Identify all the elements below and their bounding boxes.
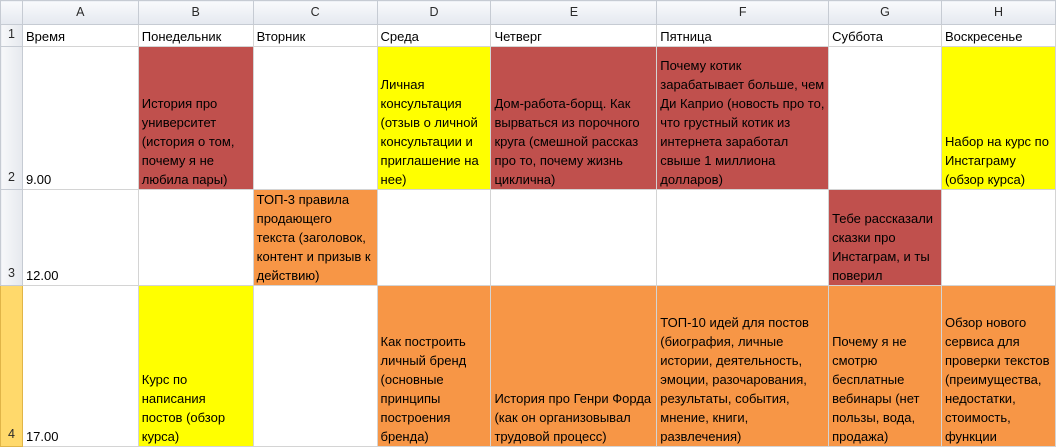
cell-e1[interactable]: Четверг [491, 25, 657, 47]
cell-d2[interactable]: Личная консультация (отзыв о личной консультации и приглашение на нее) [377, 47, 491, 190]
cell-h3[interactable] [941, 190, 1055, 286]
cell-e3[interactable] [491, 190, 657, 286]
cell-c1[interactable]: Вторник [253, 25, 377, 47]
cell-a4[interactable]: 17.00 [22, 286, 138, 447]
cell-h4[interactable]: Обзор нового сервиса для проверки текстов (преимущества, недостатки, стоимость, функции [941, 286, 1055, 447]
cell-e4[interactable]: История про Генри Форда (как он организовывал трудовой процесс) [491, 286, 657, 447]
cell-f1[interactable]: Пятница [657, 25, 829, 47]
table-row [1, 25, 1056, 47]
cell-a3[interactable]: 12.00 [22, 190, 138, 286]
column-header-c[interactable]: C [253, 1, 377, 25]
cell-c3[interactable]: ТОП-3 правила продающего текста (заголовок, контент и призыв к действию) [253, 190, 377, 286]
select-all-corner[interactable] [1, 1, 23, 25]
column-header-a[interactable]: A [22, 1, 138, 25]
column-header-g[interactable]: G [829, 1, 942, 25]
cell-b3[interactable] [138, 190, 253, 286]
cell-d4[interactable]: Как построить личный бренд (основные принципы построения бренда) [377, 286, 491, 447]
column-header-b[interactable]: B [138, 1, 253, 25]
cell-c2[interactable] [253, 47, 377, 190]
column-header-h[interactable]: H [941, 1, 1055, 25]
cell-b4[interactable]: Курс по написания постов (обзор курса) [138, 286, 253, 447]
cell-g1[interactable]: Суббота [829, 25, 942, 47]
cell-b1[interactable]: Понедельник [138, 25, 253, 47]
row-header-2[interactable]: 2 [1, 47, 23, 190]
cell-d3[interactable] [377, 190, 491, 286]
cell-f4[interactable]: ТОП-10 идей для постов (биография, личные истории, деятельность, эмоции, разочарования, результаты, события, мнение, книги, развлечения) [657, 286, 829, 447]
cell-h1[interactable]: Воскресенье [941, 25, 1055, 47]
cell-e2[interactable]: Дом-работа-борщ. Как вырваться из порочного круга (смешной рассказ про то, почему жизнь циклична) [491, 47, 657, 190]
cell-h2[interactable]: Набор на курс по Инстаграму (обзор курса) [941, 47, 1055, 190]
cell-f2[interactable]: Почему котик зарабатывает больше, чем Ди Каприо (новость про то, что грустный котик из интернета заработал свыше 1 миллиона долларов) [657, 47, 829, 190]
cell-b2[interactable]: История про университет (история о том, почему я не любила пары) [138, 47, 253, 190]
cell-c4[interactable] [253, 286, 377, 447]
cell-d1[interactable]: Среда [377, 25, 491, 47]
cell-g4[interactable]: Почему я не смотрю бесплатные вебинары (нет пользы, вода, продажа) [829, 286, 942, 447]
cell-a1[interactable]: Время [22, 25, 138, 47]
table-row [1, 286, 1056, 447]
column-header-f[interactable]: F [657, 1, 829, 25]
cell-a2[interactable]: 9.00 [22, 47, 138, 190]
column-header-e[interactable]: E [491, 1, 657, 25]
row-header-3[interactable]: 3 [1, 190, 23, 286]
row-header-4[interactable]: 4 [1, 286, 23, 447]
table-row [1, 190, 1056, 286]
row-header-1[interactable]: 1 [1, 25, 23, 47]
column-header-row [1, 1, 1056, 25]
cell-g2[interactable] [829, 47, 942, 190]
column-header-d[interactable]: D [377, 1, 491, 25]
cell-f3[interactable] [657, 190, 829, 286]
cell-g3[interactable]: Тебе рассказали сказки про Инстаграм, и ты поверил [829, 190, 942, 286]
table-row [1, 47, 1056, 190]
